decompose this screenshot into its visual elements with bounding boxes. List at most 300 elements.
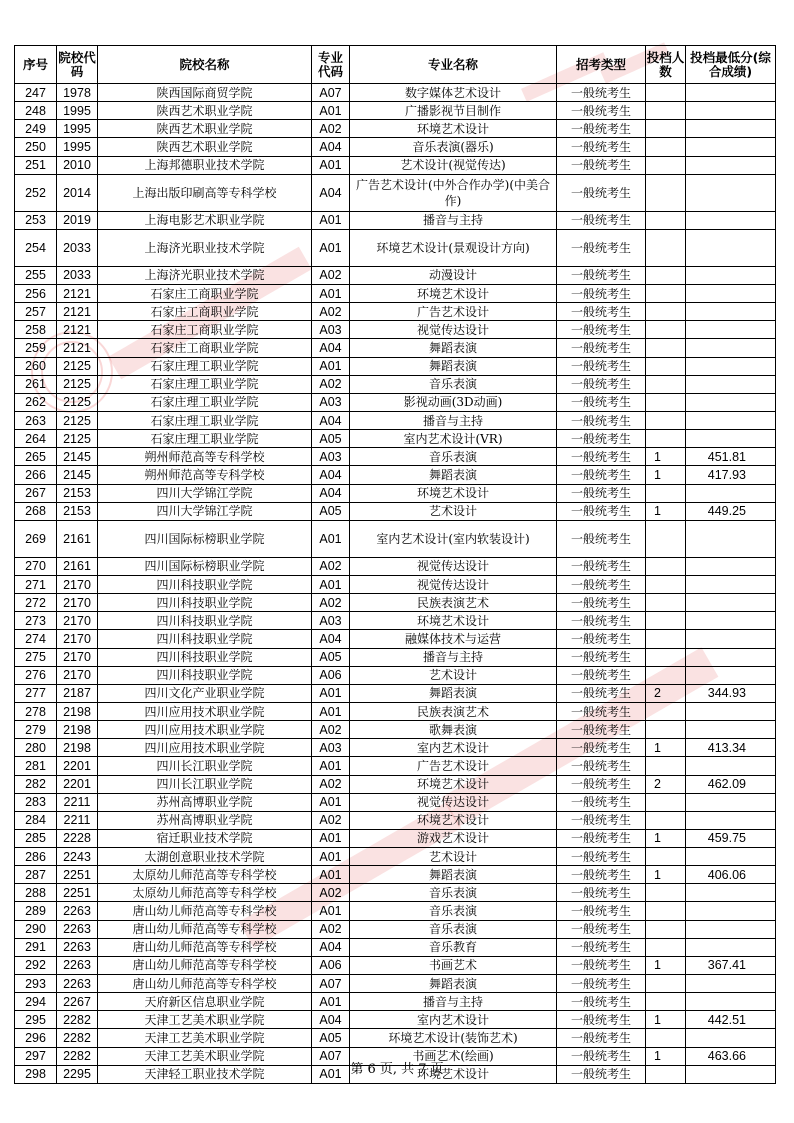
table-row bbox=[15, 811, 776, 829]
cell-major-name: 舞蹈表演 bbox=[350, 975, 557, 993]
cell-school-name: 唐山幼儿师范高等专科学校 bbox=[98, 975, 312, 993]
cell-school-code: 2201 bbox=[57, 775, 98, 793]
cell-exam-type: 一般统考生 bbox=[557, 848, 646, 866]
cell-seq: 289 bbox=[15, 902, 57, 920]
cell-admit-count bbox=[646, 174, 686, 211]
cell-school-name: 石家庄工商职业学院 bbox=[98, 321, 312, 339]
cell-school-name: 天府新区信息职业学院 bbox=[98, 993, 312, 1011]
cell-school-name: 天津工艺美术职业学院 bbox=[98, 1047, 312, 1065]
cell-exam-type: 一般统考生 bbox=[557, 975, 646, 993]
cell-min-score bbox=[686, 266, 776, 284]
cell-exam-type: 一般统考生 bbox=[557, 138, 646, 156]
cell-school-name: 四川长江职业学院 bbox=[98, 775, 312, 793]
cell-major-name: 舞蹈表演 bbox=[350, 357, 557, 375]
cell-admit-count bbox=[646, 938, 686, 956]
cell-seq: 282 bbox=[15, 775, 57, 793]
cell-admit-count: 2 bbox=[646, 684, 686, 702]
cell-min-score: 406.06 bbox=[686, 866, 776, 884]
cell-major-name: 视觉传达设计 bbox=[350, 793, 557, 811]
cell-school-name: 陕西艺术职业学院 bbox=[98, 138, 312, 156]
table-row bbox=[15, 956, 776, 974]
cell-admit-count bbox=[646, 411, 686, 429]
cell-major-name: 动漫设计 bbox=[350, 266, 557, 284]
cell-admit-count: 2 bbox=[646, 775, 686, 793]
cell-major-code: A04 bbox=[312, 484, 350, 502]
cell-major-code: A03 bbox=[312, 448, 350, 466]
table-row bbox=[15, 993, 776, 1011]
cell-major-code: A01 bbox=[312, 520, 350, 557]
cell-school-code: 2267 bbox=[57, 993, 98, 1011]
cell-major-code: A01 bbox=[312, 357, 350, 375]
table-row bbox=[15, 575, 776, 593]
cell-seq: 297 bbox=[15, 1047, 57, 1065]
cell-seq: 262 bbox=[15, 393, 57, 411]
header-admit-count: 投档人数 bbox=[646, 46, 686, 84]
cell-school-code: 2198 bbox=[57, 739, 98, 757]
table-row bbox=[15, 594, 776, 612]
cell-exam-type: 一般统考生 bbox=[557, 102, 646, 120]
cell-exam-type: 一般统考生 bbox=[557, 775, 646, 793]
cell-major-code: A02 bbox=[312, 884, 350, 902]
cell-school-code: 2295 bbox=[57, 1065, 98, 1083]
cell-min-score bbox=[686, 793, 776, 811]
cell-admit-count bbox=[646, 721, 686, 739]
cell-major-name: 音乐表演(器乐) bbox=[350, 138, 557, 156]
cell-admit-count bbox=[646, 793, 686, 811]
cell-major-name: 音乐表演 bbox=[350, 902, 557, 920]
cell-seq: 290 bbox=[15, 920, 57, 938]
cell-school-name: 四川大学锦江学院 bbox=[98, 484, 312, 502]
cell-major-name: 音乐表演 bbox=[350, 375, 557, 393]
cell-seq: 263 bbox=[15, 411, 57, 429]
cell-exam-type: 一般统考生 bbox=[557, 520, 646, 557]
table-row bbox=[15, 848, 776, 866]
table-row bbox=[15, 284, 776, 302]
cell-major-name: 环境艺术设计 bbox=[350, 120, 557, 138]
cell-major-name: 书画艺术(绘画) bbox=[350, 1047, 557, 1065]
cell-major-name: 艺术设计(视觉传达) bbox=[350, 156, 557, 174]
cell-major-code: A03 bbox=[312, 321, 350, 339]
cell-major-name: 舞蹈表演 bbox=[350, 866, 557, 884]
cell-major-name: 播音与主持 bbox=[350, 411, 557, 429]
header-major-name: 专业名称 bbox=[350, 46, 557, 84]
table-row bbox=[15, 229, 776, 266]
cell-min-score bbox=[686, 666, 776, 684]
cell-school-code: 2019 bbox=[57, 211, 98, 229]
cell-seq: 265 bbox=[15, 448, 57, 466]
cell-min-score: 417.93 bbox=[686, 466, 776, 484]
cell-seq: 294 bbox=[15, 993, 57, 1011]
cell-min-score bbox=[686, 757, 776, 775]
cell-school-code: 2187 bbox=[57, 684, 98, 702]
cell-school-name: 天津轻工职业技术学院 bbox=[98, 1065, 312, 1083]
cell-seq: 255 bbox=[15, 266, 57, 284]
cell-admit-count bbox=[646, 575, 686, 593]
cell-seq: 279 bbox=[15, 721, 57, 739]
cell-major-name: 环境艺术设计(景观设计方向) bbox=[350, 229, 557, 266]
cell-major-code: A02 bbox=[312, 920, 350, 938]
cell-school-name: 太原幼儿师范高等专科学校 bbox=[98, 866, 312, 884]
cell-major-name: 广告艺术设计 bbox=[350, 303, 557, 321]
cell-school-code: 2153 bbox=[57, 484, 98, 502]
cell-major-code: A02 bbox=[312, 303, 350, 321]
cell-min-score bbox=[686, 721, 776, 739]
cell-seq: 292 bbox=[15, 956, 57, 974]
cell-major-code: A02 bbox=[312, 266, 350, 284]
cell-major-code: A05 bbox=[312, 502, 350, 520]
cell-school-code: 2014 bbox=[57, 174, 98, 211]
table-row bbox=[15, 739, 776, 757]
admissions-table bbox=[14, 45, 776, 1084]
cell-exam-type: 一般统考生 bbox=[557, 502, 646, 520]
cell-min-score bbox=[686, 884, 776, 902]
cell-min-score: 442.51 bbox=[686, 1011, 776, 1029]
cell-school-code: 2170 bbox=[57, 594, 98, 612]
cell-seq: 254 bbox=[15, 229, 57, 266]
table-row bbox=[15, 321, 776, 339]
cell-school-code: 2251 bbox=[57, 866, 98, 884]
cell-exam-type: 一般统考生 bbox=[557, 666, 646, 684]
cell-seq: 269 bbox=[15, 520, 57, 557]
cell-admit-count bbox=[646, 229, 686, 266]
cell-major-code: A02 bbox=[312, 721, 350, 739]
cell-min-score: 462.09 bbox=[686, 775, 776, 793]
cell-major-name: 广播影视节目制作 bbox=[350, 102, 557, 120]
cell-major-name: 音乐表演 bbox=[350, 448, 557, 466]
cell-major-name: 室内艺术设计 bbox=[350, 739, 557, 757]
cell-major-code: A01 bbox=[312, 829, 350, 847]
cell-min-score: 413.34 bbox=[686, 739, 776, 757]
cell-exam-type: 一般统考生 bbox=[557, 339, 646, 357]
cell-school-code: 2125 bbox=[57, 357, 98, 375]
cell-min-score bbox=[686, 630, 776, 648]
cell-seq: 247 bbox=[15, 84, 57, 102]
cell-seq: 286 bbox=[15, 848, 57, 866]
cell-seq: 295 bbox=[15, 1011, 57, 1029]
cell-major-name: 视觉传达设计 bbox=[350, 321, 557, 339]
cell-school-code: 2282 bbox=[57, 1029, 98, 1047]
cell-exam-type: 一般统考生 bbox=[557, 375, 646, 393]
cell-major-name: 舞蹈表演 bbox=[350, 339, 557, 357]
cell-school-name: 上海电影艺术职业学院 bbox=[98, 211, 312, 229]
cell-major-name: 视觉传达设计 bbox=[350, 575, 557, 593]
table-row bbox=[15, 684, 776, 702]
cell-min-score bbox=[686, 575, 776, 593]
cell-major-name: 音乐表演 bbox=[350, 884, 557, 902]
cell-school-name: 四川长江职业学院 bbox=[98, 757, 312, 775]
cell-admit-count bbox=[646, 1029, 686, 1047]
cell-min-score: 367.41 bbox=[686, 956, 776, 974]
header-school-code: 院校代码 bbox=[57, 46, 98, 84]
page-footer: 第 6 页, 共 7 页 bbox=[350, 1062, 444, 1077]
cell-school-name: 石家庄工商职业学院 bbox=[98, 339, 312, 357]
cell-major-name: 播音与主持 bbox=[350, 993, 557, 1011]
cell-school-code: 2251 bbox=[57, 884, 98, 902]
cell-seq: 276 bbox=[15, 666, 57, 684]
cell-school-code: 2121 bbox=[57, 321, 98, 339]
cell-major-name: 数字媒体艺术设计 bbox=[350, 84, 557, 102]
cell-school-name: 四川科技职业学院 bbox=[98, 666, 312, 684]
cell-school-name: 朔州师范高等专科学校 bbox=[98, 466, 312, 484]
cell-min-score bbox=[686, 102, 776, 120]
cell-school-name: 上海济光职业技术学院 bbox=[98, 229, 312, 266]
table-row bbox=[15, 648, 776, 666]
cell-exam-type: 一般统考生 bbox=[557, 357, 646, 375]
cell-school-name: 唐山幼儿师范高等专科学校 bbox=[98, 920, 312, 938]
cell-school-name: 苏州高博职业学院 bbox=[98, 793, 312, 811]
table-row bbox=[15, 557, 776, 575]
cell-exam-type: 一般统考生 bbox=[557, 902, 646, 920]
cell-min-score bbox=[686, 138, 776, 156]
table-row bbox=[15, 120, 776, 138]
cell-school-name: 天津工艺美术职业学院 bbox=[98, 1029, 312, 1047]
cell-seq: 267 bbox=[15, 484, 57, 502]
cell-school-code: 2125 bbox=[57, 375, 98, 393]
cell-school-code: 2121 bbox=[57, 284, 98, 302]
cell-admit-count bbox=[646, 902, 686, 920]
cell-admit-count bbox=[646, 357, 686, 375]
table-row bbox=[15, 721, 776, 739]
cell-major-code: A03 bbox=[312, 393, 350, 411]
cell-major-name: 民族表演艺术 bbox=[350, 702, 557, 720]
cell-min-score: 344.93 bbox=[686, 684, 776, 702]
cell-admit-count: 1 bbox=[646, 466, 686, 484]
cell-school-code: 1995 bbox=[57, 102, 98, 120]
cell-major-name: 艺术设计 bbox=[350, 666, 557, 684]
cell-major-name: 环境艺术设计 bbox=[350, 612, 557, 630]
cell-major-code: A01 bbox=[312, 902, 350, 920]
cell-seq: 259 bbox=[15, 339, 57, 357]
cell-exam-type: 一般统考生 bbox=[557, 1029, 646, 1047]
cell-school-code: 2161 bbox=[57, 557, 98, 575]
cell-admit-count bbox=[646, 666, 686, 684]
cell-school-code: 2198 bbox=[57, 721, 98, 739]
cell-seq: 298 bbox=[15, 1065, 57, 1083]
cell-admit-count bbox=[646, 266, 686, 284]
cell-min-score bbox=[686, 702, 776, 720]
cell-seq: 288 bbox=[15, 884, 57, 902]
cell-seq: 251 bbox=[15, 156, 57, 174]
table-row bbox=[15, 174, 776, 211]
cell-school-code: 2161 bbox=[57, 520, 98, 557]
cell-seq: 274 bbox=[15, 630, 57, 648]
cell-min-score bbox=[686, 1029, 776, 1047]
cell-major-code: A04 bbox=[312, 630, 350, 648]
cell-school-name: 宿迁职业技术学院 bbox=[98, 829, 312, 847]
cell-school-name: 四川科技职业学院 bbox=[98, 575, 312, 593]
cell-school-name: 唐山幼儿师范高等专科学校 bbox=[98, 938, 312, 956]
cell-major-name: 游戏艺术设计 bbox=[350, 829, 557, 847]
table-row bbox=[15, 156, 776, 174]
table-row bbox=[15, 138, 776, 156]
table-row bbox=[15, 411, 776, 429]
cell-major-code: A04 bbox=[312, 1011, 350, 1029]
cell-school-code: 2121 bbox=[57, 303, 98, 321]
cell-admit-count: 1 bbox=[646, 956, 686, 974]
cell-seq: 250 bbox=[15, 138, 57, 156]
cell-school-code: 2201 bbox=[57, 757, 98, 775]
cell-major-name: 音乐教育 bbox=[350, 938, 557, 956]
cell-admit-count: 1 bbox=[646, 448, 686, 466]
cell-seq: 281 bbox=[15, 757, 57, 775]
cell-exam-type: 一般统考生 bbox=[557, 920, 646, 938]
cell-min-score: 459.75 bbox=[686, 829, 776, 847]
cell-school-name: 四川应用技术职业学院 bbox=[98, 702, 312, 720]
cell-school-name: 石家庄理工职业学院 bbox=[98, 411, 312, 429]
cell-admit-count bbox=[646, 757, 686, 775]
table-row bbox=[15, 975, 776, 993]
cell-school-name: 唐山幼儿师范高等专科学校 bbox=[98, 956, 312, 974]
cell-major-name: 视觉传达设计 bbox=[350, 557, 557, 575]
cell-min-score bbox=[686, 648, 776, 666]
cell-exam-type: 一般统考生 bbox=[557, 811, 646, 829]
cell-seq: 260 bbox=[15, 357, 57, 375]
cell-school-code: 2263 bbox=[57, 975, 98, 993]
cell-school-name: 陕西国际商贸学院 bbox=[98, 84, 312, 102]
cell-school-name: 四川科技职业学院 bbox=[98, 594, 312, 612]
cell-school-code: 2125 bbox=[57, 411, 98, 429]
cell-exam-type: 一般统考生 bbox=[557, 702, 646, 720]
cell-min-score bbox=[686, 303, 776, 321]
cell-school-code: 1978 bbox=[57, 84, 98, 102]
table-row bbox=[15, 666, 776, 684]
cell-major-name: 广告艺术设计 bbox=[350, 757, 557, 775]
header-min-score: 投档最低分(综合成绩) bbox=[686, 46, 776, 84]
cell-school-code: 2282 bbox=[57, 1011, 98, 1029]
cell-school-code: 2125 bbox=[57, 430, 98, 448]
table-row bbox=[15, 866, 776, 884]
cell-seq: 272 bbox=[15, 594, 57, 612]
cell-seq: 296 bbox=[15, 1029, 57, 1047]
cell-school-code: 1995 bbox=[57, 138, 98, 156]
cell-exam-type: 一般统考生 bbox=[557, 793, 646, 811]
cell-exam-type: 一般统考生 bbox=[557, 1065, 646, 1083]
cell-school-code: 2170 bbox=[57, 666, 98, 684]
cell-major-code: A02 bbox=[312, 120, 350, 138]
cell-min-score bbox=[686, 393, 776, 411]
cell-admit-count bbox=[646, 138, 686, 156]
cell-school-code: 2153 bbox=[57, 502, 98, 520]
cell-major-code: A07 bbox=[312, 84, 350, 102]
cell-school-code: 2228 bbox=[57, 829, 98, 847]
cell-exam-type: 一般统考生 bbox=[557, 411, 646, 429]
table-row bbox=[15, 630, 776, 648]
cell-school-code: 2282 bbox=[57, 1047, 98, 1065]
cell-exam-type: 一般统考生 bbox=[557, 684, 646, 702]
cell-school-code: 1995 bbox=[57, 120, 98, 138]
cell-major-code: A04 bbox=[312, 466, 350, 484]
cell-min-score: 451.81 bbox=[686, 448, 776, 466]
table-row bbox=[15, 520, 776, 557]
cell-exam-type: 一般统考生 bbox=[557, 721, 646, 739]
table-row bbox=[15, 829, 776, 847]
cell-major-code: A07 bbox=[312, 975, 350, 993]
cell-seq: 273 bbox=[15, 612, 57, 630]
header-major-code: 专业代码 bbox=[312, 46, 350, 84]
cell-school-code: 2170 bbox=[57, 630, 98, 648]
cell-school-name: 四川科技职业学院 bbox=[98, 612, 312, 630]
cell-major-code: A01 bbox=[312, 684, 350, 702]
cell-exam-type: 一般统考生 bbox=[557, 266, 646, 284]
table-row bbox=[15, 702, 776, 720]
cell-min-score bbox=[686, 975, 776, 993]
cell-min-score bbox=[686, 84, 776, 102]
cell-major-code: A04 bbox=[312, 339, 350, 357]
cell-major-name: 室内艺术设计(VR) bbox=[350, 430, 557, 448]
cell-major-name: 室内艺术设计(室内软装设计) bbox=[350, 520, 557, 557]
cell-admit-count bbox=[646, 630, 686, 648]
cell-major-code: A01 bbox=[312, 866, 350, 884]
cell-school-name: 四川文化产业职业学院 bbox=[98, 684, 312, 702]
cell-admit-count bbox=[646, 321, 686, 339]
cell-min-score bbox=[686, 321, 776, 339]
cell-school-code: 2121 bbox=[57, 339, 98, 357]
cell-school-name: 上海济光职业技术学院 bbox=[98, 266, 312, 284]
cell-school-name: 四川应用技术职业学院 bbox=[98, 739, 312, 757]
cell-major-name: 民族表演艺术 bbox=[350, 594, 557, 612]
table-row bbox=[15, 102, 776, 120]
cell-seq: 271 bbox=[15, 575, 57, 593]
cell-seq: 277 bbox=[15, 684, 57, 702]
admissions-table-container bbox=[14, 45, 775, 1084]
cell-major-name: 融媒体技术与运营 bbox=[350, 630, 557, 648]
cell-min-score bbox=[686, 993, 776, 1011]
header-seq: 序号 bbox=[15, 46, 57, 84]
table-row bbox=[15, 902, 776, 920]
cell-school-name: 四川应用技术职业学院 bbox=[98, 721, 312, 739]
cell-major-code: A01 bbox=[312, 1065, 350, 1083]
cell-major-code: A01 bbox=[312, 229, 350, 266]
cell-min-score bbox=[686, 848, 776, 866]
cell-min-score bbox=[686, 920, 776, 938]
cell-major-code: A02 bbox=[312, 557, 350, 575]
cell-major-name: 影视动画(3D动画) bbox=[350, 393, 557, 411]
cell-exam-type: 一般统考生 bbox=[557, 156, 646, 174]
cell-major-code: A01 bbox=[312, 993, 350, 1011]
cell-admit-count bbox=[646, 303, 686, 321]
cell-school-name: 上海邦德职业技术学院 bbox=[98, 156, 312, 174]
cell-exam-type: 一般统考生 bbox=[557, 612, 646, 630]
cell-admit-count: 1 bbox=[646, 502, 686, 520]
cell-exam-type: 一般统考生 bbox=[557, 393, 646, 411]
table-row bbox=[15, 502, 776, 520]
cell-min-score bbox=[686, 156, 776, 174]
cell-major-code: A01 bbox=[312, 102, 350, 120]
cell-school-name: 四川国际标榜职业学院 bbox=[98, 520, 312, 557]
cell-major-code: A03 bbox=[312, 612, 350, 630]
cell-admit-count bbox=[646, 284, 686, 302]
cell-major-name: 播音与主持 bbox=[350, 648, 557, 666]
cell-min-score bbox=[686, 375, 776, 393]
cell-seq: 280 bbox=[15, 739, 57, 757]
cell-major-code: A01 bbox=[312, 284, 350, 302]
cell-exam-type: 一般统考生 bbox=[557, 84, 646, 102]
cell-major-code: A02 bbox=[312, 775, 350, 793]
cell-exam-type: 一般统考生 bbox=[557, 630, 646, 648]
cell-min-score bbox=[686, 938, 776, 956]
cell-seq: 285 bbox=[15, 829, 57, 847]
cell-major-code: A01 bbox=[312, 848, 350, 866]
cell-seq: 291 bbox=[15, 938, 57, 956]
table-row bbox=[15, 1029, 776, 1047]
cell-school-code: 2263 bbox=[57, 956, 98, 974]
cell-min-score bbox=[686, 594, 776, 612]
cell-school-code: 2170 bbox=[57, 575, 98, 593]
cell-admit-count bbox=[646, 975, 686, 993]
cell-admit-count bbox=[646, 520, 686, 557]
cell-major-code: A05 bbox=[312, 430, 350, 448]
cell-major-code: A02 bbox=[312, 594, 350, 612]
